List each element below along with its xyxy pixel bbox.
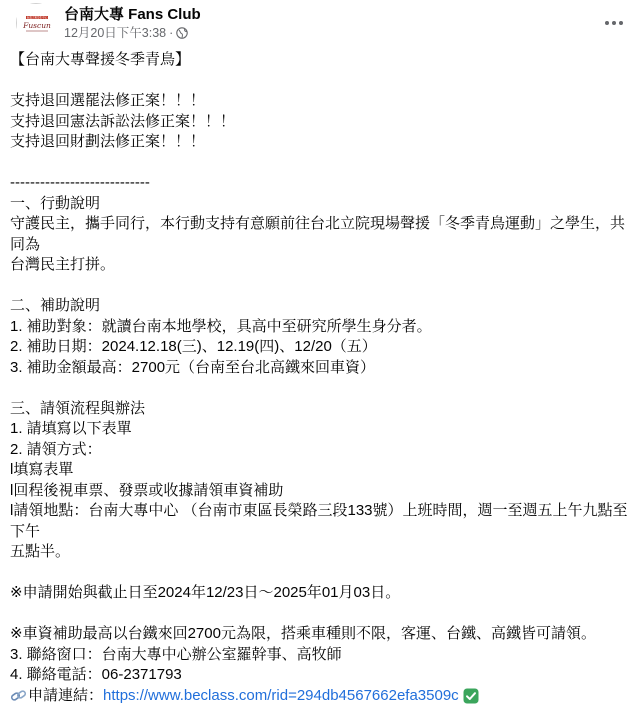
post-line: 4. 聯絡電話：06-2371793	[10, 665, 635, 686]
post-line: 支持退回憲法訴訟法修正案！！！	[10, 112, 635, 133]
post-line	[10, 378, 635, 399]
post-timestamp-row	[64, 25, 201, 41]
avatar-text-main: Fuscun	[22, 21, 51, 30]
post-line: l回程後視車票、發票或收據請領車資補助	[10, 481, 635, 502]
post-line	[10, 563, 635, 584]
post-line: 1. 補助對象：就讀台南本地學校，具高中至研究所學生身分者。	[10, 317, 635, 338]
post-line: l填寫表單	[10, 460, 635, 481]
post-line: 3. 聯絡窗口：台南大專中心辦公室羅幹事、高牧師	[10, 645, 635, 666]
post-line: 守護民主，攜手同行，本行動支持有意願前往台北立院現場聲援「冬季青鳥運動」之學生，共同為	[10, 214, 635, 255]
check-mark-icon	[463, 688, 479, 704]
separator-dot: ·	[169, 25, 173, 41]
post-line: ----------------------------	[10, 173, 635, 194]
page-avatar[interactable]	[16, 3, 56, 43]
post-line: 一、行動說明	[10, 194, 635, 215]
link-icon	[10, 688, 28, 704]
avatar-logo-icon	[17, 4, 57, 44]
ellipsis-icon	[604, 20, 624, 26]
post-line: 台灣民主打拼。	[10, 255, 635, 276]
avatar-text-top: 台南大專學生中心	[27, 16, 48, 20]
post-line: 三、請領流程與辦法	[10, 399, 635, 420]
post-timestamp[interactable]: 12月20日下午3:38	[64, 25, 166, 41]
application-url-link[interactable]: https://www.beclass.com/rid=294db4567662efa3509c	[103, 686, 459, 706]
post-line: 【台南大專聲援冬季青鳥】	[10, 50, 635, 71]
post-line: 2. 請領方式：	[10, 440, 635, 461]
post-line: 1. 請填寫以下表單	[10, 419, 635, 440]
application-link-row	[10, 686, 635, 706]
post-header	[16, 3, 630, 43]
post-line: 支持退回選罷法修正案！！！	[10, 91, 635, 112]
post-line	[10, 153, 635, 174]
post-line	[10, 604, 635, 625]
post-body	[10, 50, 635, 706]
post-line: 二、補助說明	[10, 296, 635, 317]
post-line	[10, 276, 635, 297]
post-line: ※車資補助最高以台鐵來回2700元為限，搭乘車種則不限，客運、台鐵、高鐵皆可請領。	[10, 624, 635, 645]
more-options-button[interactable]	[598, 11, 630, 35]
post-meta	[64, 5, 201, 41]
post-line: 支持退回財劃法修正案！！！	[10, 132, 635, 153]
globe-icon[interactable]	[176, 27, 188, 39]
post-line: 2. 補助日期：2024.12.18(三)、12.19(四)、12/20（五）	[10, 337, 635, 358]
post-line: l請領地點：台南大專中心 （台南市東區長榮路三段133號）上班時間，週一至週五上午九點至下午	[10, 501, 635, 542]
page-name-link[interactable]: 台南大專 Fans Club	[64, 5, 201, 25]
post-line: ※申請開始與截止日至2024年12/23日～2025年01月03日。	[10, 583, 635, 604]
link-label: 申請連結：	[28, 686, 103, 706]
post-line	[10, 71, 635, 92]
post-line: 五點半。	[10, 542, 635, 563]
post-line: 3. 補助金額最高：2700元（台南至台北高鐵來回車資）	[10, 358, 635, 379]
